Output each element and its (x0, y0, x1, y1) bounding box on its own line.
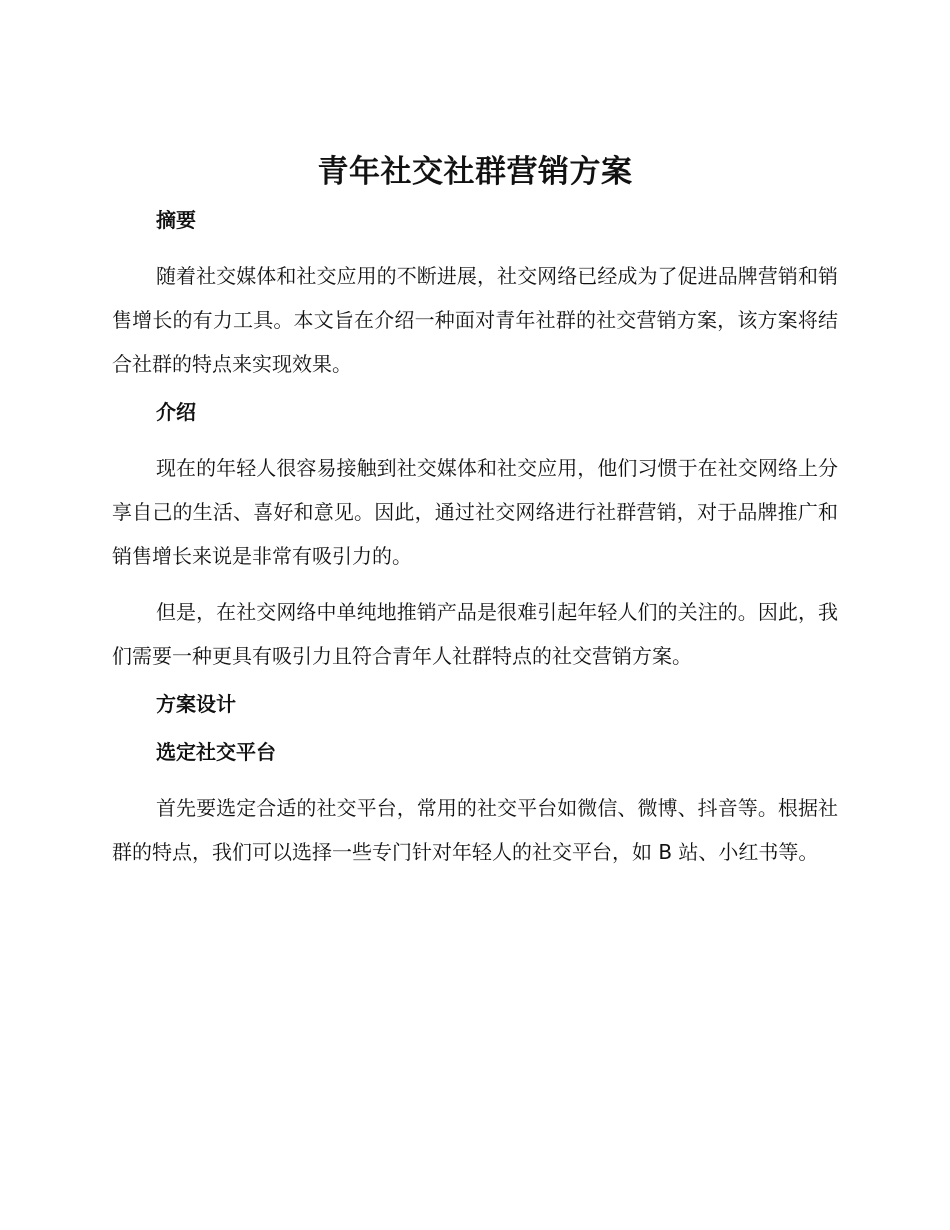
select-platform-paragraph: 首先要选定合适的社交平台，常用的社交平台如微信、微博、抖音等。根据社群的特点，我们可以选择一些专门针对年轻人的社交平台，如 B 站、小红书等。 (112, 796, 838, 864)
section-heading-select-platform: 选定社交平台 (156, 740, 276, 764)
introduction-paragraph-1: 现在的年轻人很容易接触到社交媒体和社交应用，他们习惯于在社交网络上分享自己的生活、喜好和意见。因此，通过社交网络进行社群营销，对于品牌推广和销售增长来说是非常有吸引力的。 (112, 456, 838, 568)
introduction-paragraph-2: 但是，在社交网络中单纯地推销产品是很难引起年轻人们的关注的。因此，我们需要一种更具有吸引力且符合青年人社群特点的社交营销方案。 (112, 600, 838, 668)
section-heading-introduction: 介绍 (156, 400, 196, 424)
document-title: 青年社交社群营销方案 (317, 154, 633, 190)
section-heading-plan-design: 方案设计 (156, 692, 236, 716)
section-heading-abstract: 摘要 (156, 208, 196, 232)
abstract-paragraph: 随着社交媒体和社交应用的不断进展，社交网络已经成为了促进品牌营销和销售增长的有力工具。本文旨在介绍一种面对青年社群的社交营销方案，该方案将结合社群的特点来实现效果。 (112, 264, 838, 376)
